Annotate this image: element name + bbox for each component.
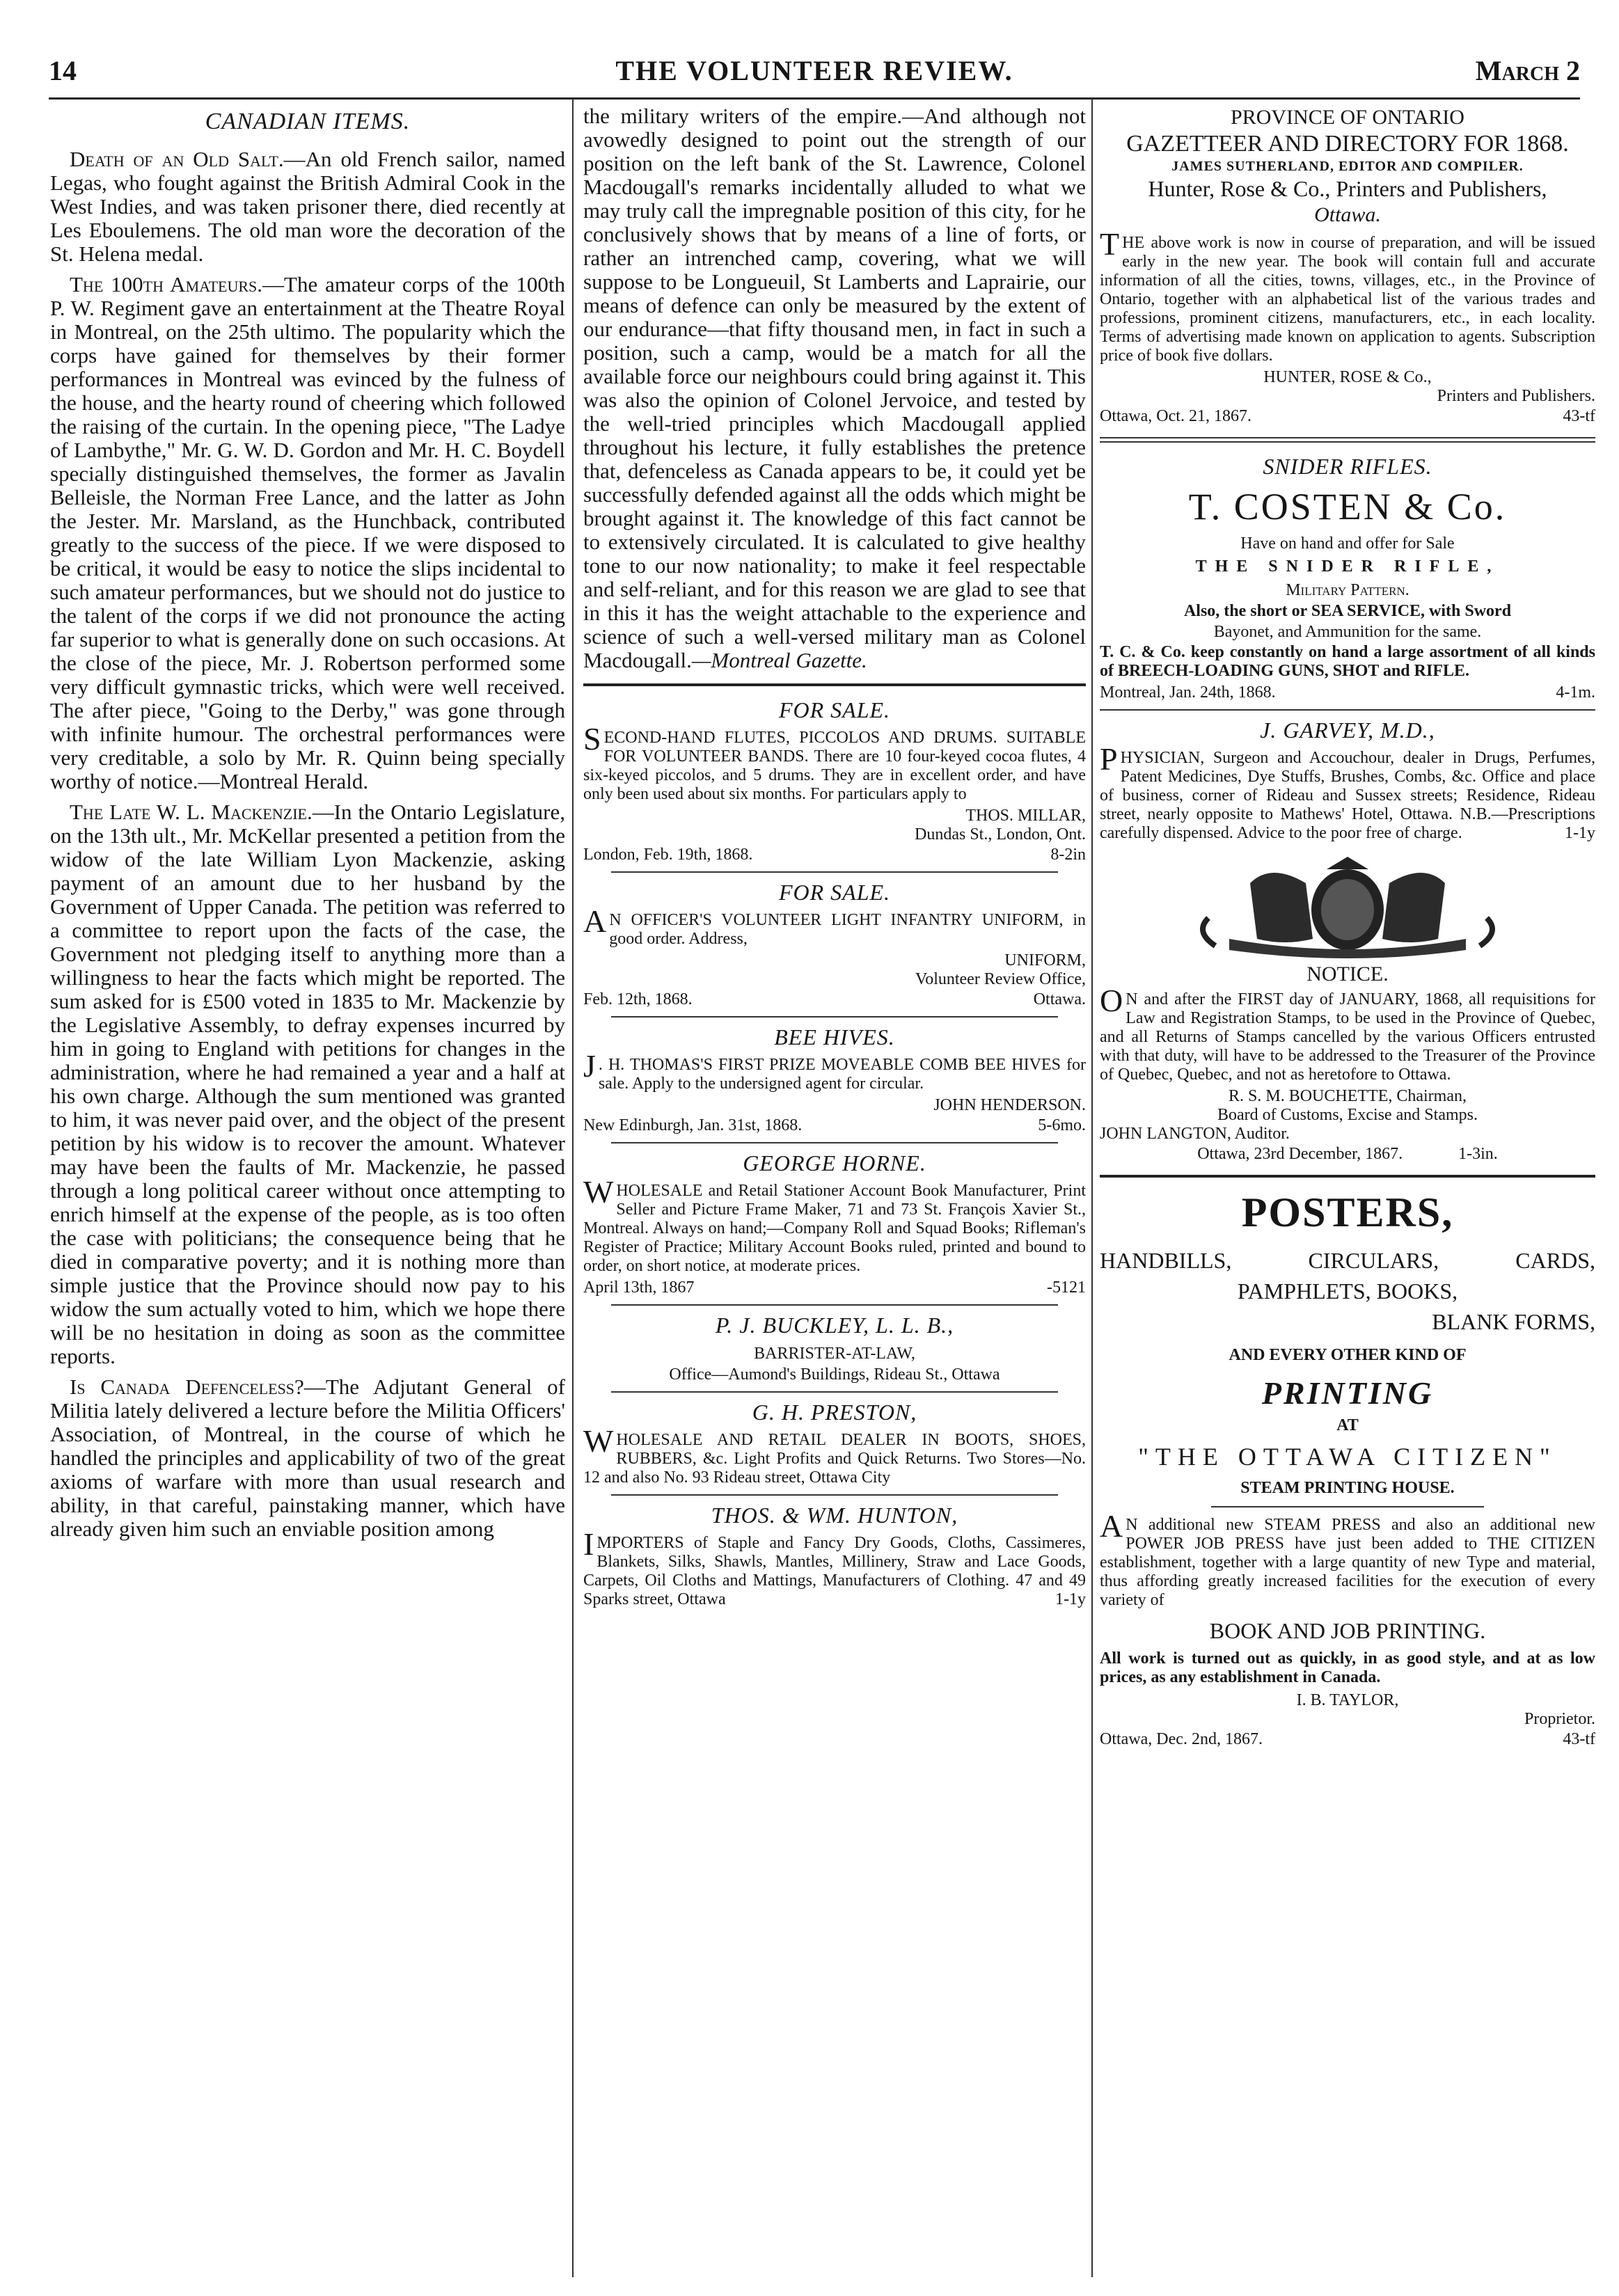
drop-cap: S bbox=[583, 721, 601, 757]
ad-buckley bbox=[583, 1313, 1086, 1384]
ad-body: T. C. & Co. keep constantly on hand a large assortment of all kinds of BREECH-LOADING GUNS, SHOT and RIFLE. bbox=[1100, 643, 1595, 680]
article-text: —In the Ontario Legislature, on the 13th ult., Mr. McKellar presented a petition from the widow of the late William Lyon Mackenzie, asking payment of an amount due to her husband by the Government of Upper Canada. The petition was referred to a committee to report upon the facts of the case, the Government not pledging itself to anything more than a willingness to hear the facts which might be reported. The sum asked for is £500 voted in 1835 to Mr. Mackenzie by the Legislative Assembly, to defray expenses incurred by him in going to England with petitions for changes in the administration, where he had remained a year and a half at his own charge. Although the sum mentioned was granted to him, it was never paid over, and the object of the present petition by his widow is to recover the amount. Whatever may have been the faults of Mr. Mackenzie, he passed through a long political career without once attempting to enrich himself at the expense of the people, as is too often the case with politicians; the consequence being that he died in comparative poverty; and it is nothing more than simple justice that the Province should now pay to his widow the sum actually voted to him, which we hope there will be no hesitation in doing as soon as the committee reports. bbox=[50, 800, 565, 1368]
ad-address: Office—Aumond's Buildings, Rideau St., Ottawa bbox=[669, 1365, 1000, 1384]
ad-divider bbox=[611, 1142, 1058, 1143]
ad-headline: PRINTING bbox=[1261, 1375, 1434, 1411]
article-text: —An old French sailor, named Legas, who fought against the British Admiral Cook in the West Indies, and was taken prisoner there, died recently at Les Eboulemens. The old man wore the decoration of the St. Helena medal. bbox=[50, 147, 565, 266]
drop-cap: T bbox=[1100, 226, 1120, 262]
page-number: 14 bbox=[49, 55, 77, 86]
ad-title: FOR SALE. bbox=[778, 880, 891, 905]
ad-code: 43-tf bbox=[1563, 1730, 1595, 1748]
ad-text: HOLESALE and Retail Stationer Account Book Manufacturer, Print Seller and Picture Frame Maker, 71 and 73 St. François Xavier St., Montreal. Always on hand;—Company Roll and Squad Books; Rifleman's Register of Practice; Military Account Books ruled, printed and bound to order, on short notice, at moderate prices. bbox=[583, 1182, 1086, 1275]
ad-editor: JAMES SUTHERLAND, EDITOR AND COMPILER. bbox=[1171, 159, 1524, 174]
ad-text: N and after the FIRST day of JANUARY, 1868, all requisitions for Law and Registration Stamps, to be used in the Province of Quebec, and all Returns of Stamps cancelled by the various Officers entrusted with that duty, will have to be addressed to the Treasurer of the Province of Quebec, Quebec, and not as heretofore to Ottawa. bbox=[1100, 990, 1595, 1084]
section-title: CANADIAN ITEMS. bbox=[205, 109, 411, 134]
drop-cap: I bbox=[583, 1526, 594, 1562]
article-text: the military writers of the empire.—And although not avowedly designed to point out the strength of our position on the left bank of the St. Lawrence, Colonel Macdougall's remarks incidentally alluded to what we may truly call the impregnable position of this city, for he conclusively shows that by means of a line of forts, or rather an intrenched camp, covering, what we will suppose to be Longueuil, St Lamberts and Laprairie, our means of defence can only be measured by the extent of our endurance—that fifty thousand men, in fact in such a position, such a camp, would be a match for all the available force our neighbours could bring against it. This was also the opinion of Colonel Jervoice, and tested by the well-tried principles which Macdougall applied throughout his lecture, it fully establishes the pretence that, defenceless as Canada appears to be, it could yet be successfully defended against all the odds which might be brought against it. The knowledge of this fact cannot be to extensively circulated. It is calculated to give healthy tone to our now nationality; to make it feel respectable and self-reliant, and for this reason we are glad to see that in this it has the weight attachable to the experience and science of such a well-versed military man as Colonel Macdougall. bbox=[583, 104, 1086, 672]
article-lead: The Late W. L. Mackenzie. bbox=[70, 800, 313, 824]
ad-footer bbox=[583, 990, 1086, 1009]
drop-cap: J bbox=[583, 1048, 596, 1084]
ad-code: 4-1m. bbox=[1556, 683, 1595, 702]
ad-item: HANDBILLS, bbox=[1100, 1248, 1232, 1273]
ad-signature: R. S. M. BOUCHETTE, Chairman, bbox=[1229, 1087, 1467, 1105]
ad-date: Ottawa, Oct. 21, 1867. bbox=[1100, 407, 1251, 425]
ad-footer bbox=[583, 1278, 1086, 1297]
issue-date: March 2 bbox=[1475, 55, 1580, 86]
firm-name: T. COSTEN & Co. bbox=[1188, 486, 1507, 528]
ad-title: J. GARVEY, M.D., bbox=[1260, 718, 1435, 743]
drop-cap: W bbox=[583, 1423, 614, 1459]
ad-text: MPORTERS of Staple and Fancy Dry Goods, Cloths, Cassimeres, Blankets, Silks, Shawls, Mantles, Millinery, Straw and Lace Goods, Carpets, Oil Cloths and Mattings, Manufacturers of Clothing. 47 and 49 Sparks street, Ottawa bbox=[583, 1534, 1086, 1608]
newspaper-name: "THE OTTAWA CITIZEN" bbox=[1138, 1443, 1557, 1471]
ad-signature-title: Proprietor. bbox=[1524, 1710, 1595, 1728]
ad-headline: POSTERS, bbox=[1241, 1189, 1454, 1235]
ad-divider bbox=[611, 1304, 1058, 1306]
ad-code: Ottawa. bbox=[1033, 990, 1086, 1008]
ad-title: P. J. BUCKLEY, L. L. B., bbox=[715, 1313, 954, 1338]
ad-divider bbox=[1211, 1506, 1484, 1507]
ad-line: AT bbox=[1336, 1416, 1359, 1434]
ad-divider bbox=[1100, 709, 1595, 711]
ad-footer bbox=[1100, 1145, 1595, 1164]
ad-text: N additional new STEAM PRESS and also an additional new POWER JOB PRESS have just been added to THE CITIZEN establishment, together with a large quantity of new Type and material, thus affording greatly increased facilities for the execution of every variety of bbox=[1100, 1516, 1595, 1609]
ad-for-sale-uniform bbox=[583, 880, 1086, 1009]
ad-body bbox=[1100, 226, 1595, 365]
ad-divider bbox=[611, 1016, 1058, 1018]
ad-text: HE above work is now in course of preparation, and will be issued early in the new year. The book will contain full and accurate information of all the cities, towns, villages, etc., in the Province of Ontario, together with an alphabetical list of the various trades and professions, prominent citizens, manufacturers, etc., in each locality. Terms of advertising made known on application to agents. Subscription price of book five dollars. bbox=[1100, 234, 1595, 365]
header-rule bbox=[49, 97, 1580, 100]
article-text: —The Adjutant General of Militia lately delivered a lecture before the Militia Officers' Association, of Montreal, in the course of which he handled the principles and applicability of two of the great axioms of warfare with more than usual research and ability, in that careful, painstaking manner, which have already given him such an enviable position among bbox=[50, 1375, 565, 1541]
ad-date: Montreal, Jan. 24th, 1868. bbox=[1100, 683, 1276, 702]
column-1 bbox=[50, 104, 565, 2276]
ad-code: 5-6mo. bbox=[1038, 1116, 1086, 1134]
ad-address: Dundas St., London, Ont. bbox=[915, 825, 1086, 844]
ad-item: CARDS, bbox=[1515, 1248, 1595, 1273]
ad-george-horne bbox=[583, 1150, 1086, 1297]
ad-divider bbox=[611, 1494, 1058, 1496]
ad-bee-hives bbox=[583, 1024, 1086, 1135]
ad-divider bbox=[611, 1391, 1058, 1393]
ad-date: New Edinburgh, Jan. 31st, 1868. bbox=[583, 1116, 803, 1134]
ad-body bbox=[583, 721, 1086, 804]
ad-line: Have on hand and offer for Sale bbox=[1240, 535, 1455, 553]
product-name: THE SNIDER RIFLE, bbox=[1195, 557, 1500, 576]
ad-divider bbox=[1100, 1175, 1595, 1178]
drop-cap: P bbox=[1100, 741, 1118, 777]
column-3 bbox=[1100, 104, 1595, 2276]
ad-headline: BOOK AND JOB PRINTING. bbox=[1209, 1618, 1486, 1643]
ad-footer bbox=[1100, 1730, 1595, 1749]
ad-title: BEE HIVES. bbox=[774, 1024, 895, 1050]
ad-date: Ottawa, Dec. 2nd, 1867. bbox=[1100, 1730, 1263, 1748]
article-canada-defenceless bbox=[50, 1375, 565, 1541]
ad-divider bbox=[1100, 437, 1595, 443]
column-2 bbox=[583, 104, 1086, 2276]
ad-preston bbox=[583, 1400, 1086, 1487]
article-100th-amateurs bbox=[50, 273, 565, 793]
article-text: —The amateur corps of the 100th P. W. Regiment gave an entertainment at the Theatre Royal in Montreal, on the 25th ultimo. The popularity which the corps have gained for themselves by their former performances in Montreal was evinced by the fulness of the house, and the hearty round of cheering which followed the raising of the curtain. In the opening piece, "The Ladye of Lambythe," Mr. G. W. D. Gordon and Mr. H. C. Boydell specially distinguished themselves, the former as Javalin Belleisle, the Norman Free Lance, and the latter as John the Jester. Mr. Marsland, as the Hunchback, contributed greatly to the success of the piece. If we were disposed to be critical, it would be easy to notice the slips incidental to such amateur performances, but we should not do justice to the talent of the corps if we did not pronounce the acting far superior to what is generally done on such occasions. At the close of the piece, Mr. J. Robertson performed some very difficult gymnastic tricks, which were well received. The after piece, "Going to the Derby," was gone through with infinite humour. The orchestral performances were very creditable, a solo by Mr. R. Quinn being specially worthy of notice.—Montreal Herald. bbox=[50, 272, 565, 793]
ad-signature-title: Board of Customs, Excise and Stamps. bbox=[1217, 1106, 1478, 1124]
ad-title: THOS. & WM. HUNTON, bbox=[711, 1503, 958, 1528]
ad-text: . H. THOMAS'S FIRST PRIZE MOVEABLE COMB BEE HIVES for sale. Apply to the undersigned agent for circular. bbox=[598, 1056, 1086, 1093]
ad-hunton bbox=[583, 1503, 1086, 1609]
ad-line: AND EVERY OTHER KIND OF bbox=[1229, 1346, 1467, 1364]
ad-signature: UNIFORM, bbox=[1004, 951, 1086, 969]
article-source: —Montreal Gazette. bbox=[691, 648, 867, 672]
ad-text: N OFFICER'S VOLUNTEER LIGHT INFANTRY UNIFORM, in good order. Address, bbox=[609, 911, 1086, 948]
ad-code: 1-1y bbox=[1565, 824, 1595, 842]
ad-date: Feb. 12th, 1868. bbox=[583, 990, 693, 1008]
ad-text: HOLESALE AND RETAIL DEALER IN BOOTS, SHOES, RUBBERS, &c. Light Profits and Quick Returns. Two Stores—No. 12 and also No. 93 Rideau street, Ottawa City bbox=[583, 1431, 1086, 1487]
article-lead: The 100th Amateurs. bbox=[70, 272, 263, 296]
ad-footer bbox=[1100, 407, 1595, 426]
ad-code: 8-2in bbox=[1050, 846, 1086, 864]
ad-date: April 13th, 1867 bbox=[583, 1278, 695, 1297]
ad-city: Ottawa. bbox=[1314, 203, 1381, 226]
column-divider-2 bbox=[1091, 99, 1093, 2277]
ad-body bbox=[583, 903, 1086, 949]
ad-signature: HUNTER, ROSE & Co., bbox=[1263, 368, 1432, 386]
ad-footer bbox=[583, 1116, 1086, 1135]
ad-code: 43-tf bbox=[1563, 407, 1595, 425]
ad-line bbox=[1100, 1246, 1595, 1274]
ad-for-sale-flutes bbox=[583, 697, 1086, 864]
ad-publisher: Hunter, Rose & Co., Printers and Publishers, bbox=[1148, 176, 1547, 201]
ad-signature-title: Printers and Publishers. bbox=[1437, 387, 1595, 405]
masthead bbox=[49, 54, 1580, 96]
ad-code: 1-3in. bbox=[1458, 1145, 1498, 1163]
ad-title: NOTICE. bbox=[1306, 963, 1389, 985]
article-lead: Is Canada Defenceless? bbox=[70, 1375, 304, 1399]
ad-line: BLANK FORMS, bbox=[1432, 1309, 1595, 1334]
ad-body: All work is turned out as quickly, in as good style, and at as low prices, as any establishment in Canada. bbox=[1100, 1649, 1595, 1686]
ad-body bbox=[1100, 983, 1595, 1084]
ad-divider bbox=[611, 871, 1058, 873]
ad-body bbox=[1100, 1508, 1595, 1610]
ad-profession: BARRISTER-AT-LAW, bbox=[754, 1345, 915, 1363]
ad-line: Also, the short or SEA SERVICE, with Sword bbox=[1183, 602, 1512, 620]
ad-heading: PROVINCE OF ONTARIO bbox=[1231, 106, 1464, 129]
ad-body bbox=[583, 1174, 1086, 1276]
ad-text: HYSICIAN, Surgeon and Accouchour, dealer in Drugs, Perfumes, Patent Medicines, Dye Stuffs, Brushes, Combs, &c. Office and place of business, corner of Rideau and Sussex streets; Residence, Rideau street, nearly opposite to Mathews' Hotel, Ottawa. N.B.—Prescriptions carefully dispensed. Advice to the poor free of charge. bbox=[1100, 749, 1595, 842]
column-divider-1 bbox=[572, 99, 574, 2277]
ad-signature: JOHN LANGTON, Auditor. bbox=[1100, 1125, 1290, 1143]
section-divider bbox=[583, 683, 1086, 686]
ad-signature: JOHN HENDERSON. bbox=[933, 1096, 1086, 1114]
ad-footer bbox=[583, 846, 1086, 864]
ad-signature: I. B. TAYLOR, bbox=[1296, 1691, 1399, 1709]
newspaper-title: THE VOLUNTEER REVIEW. bbox=[615, 55, 1013, 86]
ad-line: Military Pattern. bbox=[1286, 581, 1409, 599]
ad-snider-rifles bbox=[1100, 454, 1595, 702]
ad-date: Ottawa, 23rd December, 1867. bbox=[1197, 1145, 1403, 1163]
ad-body bbox=[583, 1526, 1086, 1609]
ad-footer bbox=[1100, 683, 1595, 702]
ad-title: FOR SALE. bbox=[778, 697, 891, 722]
ad-signature: THOS. MILLAR, bbox=[965, 807, 1086, 825]
ad-title: G. H. PRESTON, bbox=[752, 1400, 917, 1425]
ad-body bbox=[583, 1048, 1086, 1093]
ad-item: CIRCULARS, bbox=[1308, 1248, 1439, 1273]
article-mackenzie bbox=[50, 800, 565, 1368]
ad-address: Volunteer Review Office, bbox=[915, 970, 1086, 988]
article-old-salt bbox=[50, 148, 565, 266]
ad-body bbox=[1100, 741, 1595, 843]
royal-coat-of-arms-icon bbox=[1167, 855, 1529, 960]
drop-cap: O bbox=[1100, 983, 1123, 1018]
ad-line: STEAM PRINTING HOUSE. bbox=[1240, 1479, 1455, 1497]
ad-title: GEORGE HORNE. bbox=[743, 1150, 926, 1175]
ad-code: 1-1y bbox=[1055, 1590, 1086, 1608]
drop-cap: W bbox=[583, 1174, 614, 1210]
ad-heading: GAZETTEER AND DIRECTORY FOR 1868. bbox=[1126, 131, 1569, 157]
ad-line: Bayonet, and Ammunition for the same. bbox=[1213, 623, 1482, 641]
ad-title: SNIDER RIFLES. bbox=[1263, 454, 1432, 479]
ad-gazetteer bbox=[1100, 106, 1595, 426]
ad-date: London, Feb. 19th, 1868. bbox=[583, 846, 753, 864]
ad-text: ECOND-HAND FLUTES, PICCOLOS AND DRUMS. SUITABLE FOR VOLUNTEER BANDS. There are 10 four-keyed cocoa flutes, 4 six-keyed piccolos, and 5 drums. They are in excellent order, and have only been used about six months. For particulars apply to bbox=[583, 729, 1086, 803]
article-continuation bbox=[583, 104, 1086, 672]
ad-garvey bbox=[1100, 718, 1595, 843]
ad-body bbox=[583, 1423, 1086, 1487]
article-lead: Death of an Old Salt. bbox=[70, 147, 284, 171]
ad-line: PAMPHLETS, BOOKS, bbox=[1237, 1278, 1458, 1304]
drop-cap: A bbox=[1100, 1508, 1123, 1544]
drop-cap: A bbox=[583, 903, 607, 939]
ad-code: -5121 bbox=[1047, 1278, 1086, 1297]
ad-notice bbox=[1100, 963, 1595, 1164]
ad-ottawa-citizen bbox=[1100, 1189, 1595, 1749]
